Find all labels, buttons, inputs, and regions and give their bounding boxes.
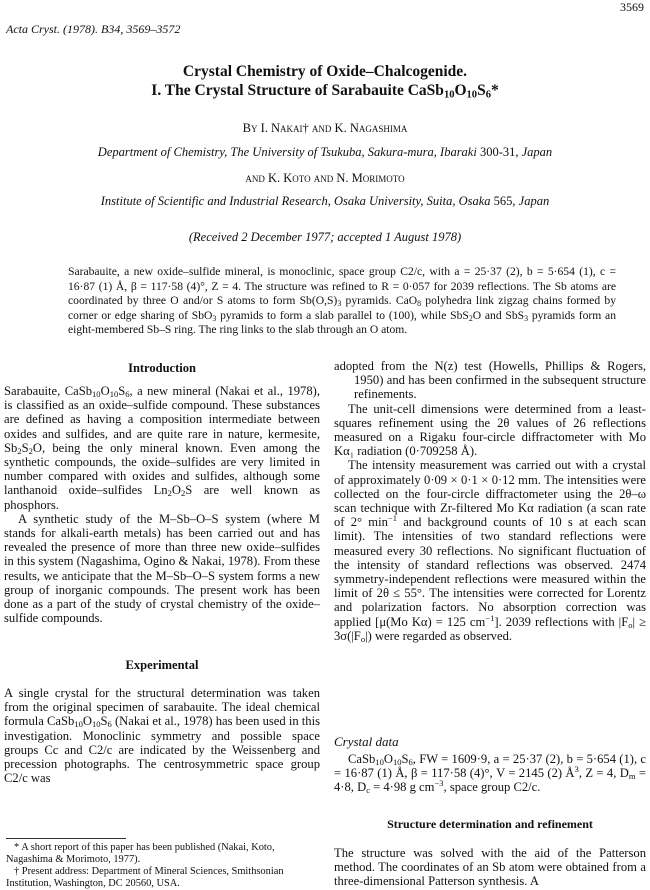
experimental-body: [4, 686, 320, 785]
experimental-paragraph-1: A single crystal for the structural determination was taken from the original specimen of sarabauite. The ideal chemical formula $CaSb_{10}O_{10}S_6$ (Nakai et al., 1978) has been used in this investigation. Monoclinic symmetry and possible space groups Cc and C2/c are indicated by the Weissenberg and precession photographs. The centrosymmetric space group C2/c was: [4, 686, 321, 786]
affiliation-2: Institute of Scientific and Industrial Research, Osaka University, Suita, Osaka 565, Japan: [100, 194, 550, 208]
intro-paragraph-1: Sarabauite, $CaSb_{10}O_{10}S_6$, a new mineral (Nakai et al., 1978), is classified as an oxide–sulfide compound. These substances are defined as having a composition intermediate between oxides and sulfides, and are quite rare in nature, kermesite, $Sb_2S_2O$, being the only mineral known. Even among the synthetic compounds, the oxide–sulfides are very limited in number compared with oxides and sulfides, although some lanthanoid oxide–sulfides $Ln_2O_2S$ are well known as phosphors.: [4, 384, 320, 512]
authors-line-2: and K. Koto and N. Morimoto: [245, 171, 405, 185]
intensity-paragraph: The intensity measurement was carried out with a crystal of approximately 0·09 × 0·1 × 0·12 mm. The intensities were collected on the four-circle diffractometer using the 2θ–ω scan technique with Zr-filtered Mo Kα radiation (a scan rate of 2° $\min^{-1}$ and background counts of 10 s at each scan limit). The intensities of two standard reflections were measured every 30 reflections. No significant fluctuation of the intensity of standard reflections was observed. 2474 symmetry-independent reflections were measured within the limit of 2θ ≤ 55°. The intensities were corrected for Lorentz and polarization factors. No absorption correction was applied [μ(Mo Kα) = 125 $cm^{-1}$]. 2039 reflections with $|F_o| \ge 3\sigma(|F_o|)$ were regarded as observed.: [334, 458, 647, 644]
received-dates: (Received 2 December 1977; accepted 1 August 1978): [188, 230, 462, 244]
section-heading-introduction: Introduction: [128, 361, 196, 375]
footnote-divider: [6, 838, 126, 839]
page-number: 3569: [620, 0, 644, 14]
right-column-body: [334, 359, 646, 643]
crystal-data-body: [334, 752, 646, 795]
space-group-continuation: adopted from the N(z) test (Howells, Phillips & Rogers, 1950) and has been confirmed in the subsequent structure refinements.: [334, 359, 646, 402]
affiliation-1: Department of Chemistry, The University of Tsukuba, Sakura-mura, Ibaraki 300-31, Japan: [97, 145, 553, 159]
section-heading-experimental: Experimental: [125, 658, 199, 672]
article-title: [0, 62, 650, 100]
footnote-1: * A short report of this paper has been published (Nakai, Koto, Nagashima & Morimoto, 1977).: [6, 842, 275, 865]
footnotes: [6, 842, 320, 890]
authors-line-1: By I. Nakai† and K. Nagashima: [242, 121, 408, 135]
structure-determination-body: [334, 846, 646, 889]
unit-cell-paragraph: The unit-cell dimensions were determined from a least-squares refinement using the 2θ values of 26 reflections measured on a Rigaku four-circle diffractometer with Mo Kα₁ radiation (0·709258 Å).: [334, 401, 646, 459]
title-line-1: Crystal Chemistry of Oxide–Chalcogenide.: [182, 63, 468, 80]
structure-paragraph-1: The structure was solved with the aid of the Patterson method. The coordinates of an Sb atom were obtained from a three-dimensional Patterson synthesis. A: [334, 846, 646, 889]
footnote-2: † Present address: Department of Mineral Sciences, Smithsonian Institution, Washington, DC 20560, USA.: [6, 866, 284, 889]
abstract: Sarabauite, a new oxide–sulfide mineral, is monoclinic, space group C2/c, with a = 25·37 (2), b = 5·654 (1), c = 16·87 (1) Å, β = 117·58 (4)°, Z = 4. The structure was refined to R = 0·057 for 2039 reflections. The Sb atoms are coordinated by three O and/or S atoms to form $Sb(O,S)_3$ pyramids. CaO$_8$ polyhedra link zigzag chains formed by corner or edge sharing of SbO$_3$ pyramids to form a slab parallel to (100), while SbS$_2$O and SbS$_3$ pyramids form an eight-membered Sb–S ring. The ring links to the slab through an O atom.: [68, 265, 617, 337]
crystal-data-heading: Crystal data: [334, 734, 399, 749]
intro-paragraph-2: A synthetic study of the M–Sb–O–S system (where M stands for alkali-earth metals) has been carried out and has revealed the presence of more than three new oxide–sulfides in this system (Nagashima, Ogino & Nakai, 1978). From these results, we anticipate that the M–Sb–O–S system forms a new group of inorganic compounds. The present work has been done as a part of the study of crystal chemistry of the oxide–sulfide compounds.: [4, 511, 320, 626]
journal-citation: Acta Cryst. (1978). B34, 3569–3572: [6, 22, 181, 36]
title-line-2: I. The Crystal Structure of Sarabauite $CaSb_{10}O_{10}S_6*$: [151, 82, 499, 101]
introduction-body: [4, 384, 320, 625]
section-heading-structure-determination: Structure determination and refinement: [387, 817, 593, 831]
crystal-data-paragraph: $CaSb_{10}O_{10}S_6$, FW = 1609·9, a = 25·37 (2), b = 5·654 (1), c = 16·87 (1) Å, β = 117·58 (4)°, V = 2145 (2) $Å^3$, Z = 4, $D_m = 4\cdot 8$, $D_c = 4\cdot 98$ g $cm^{-3}$, space group C2/c.: [334, 752, 646, 796]
